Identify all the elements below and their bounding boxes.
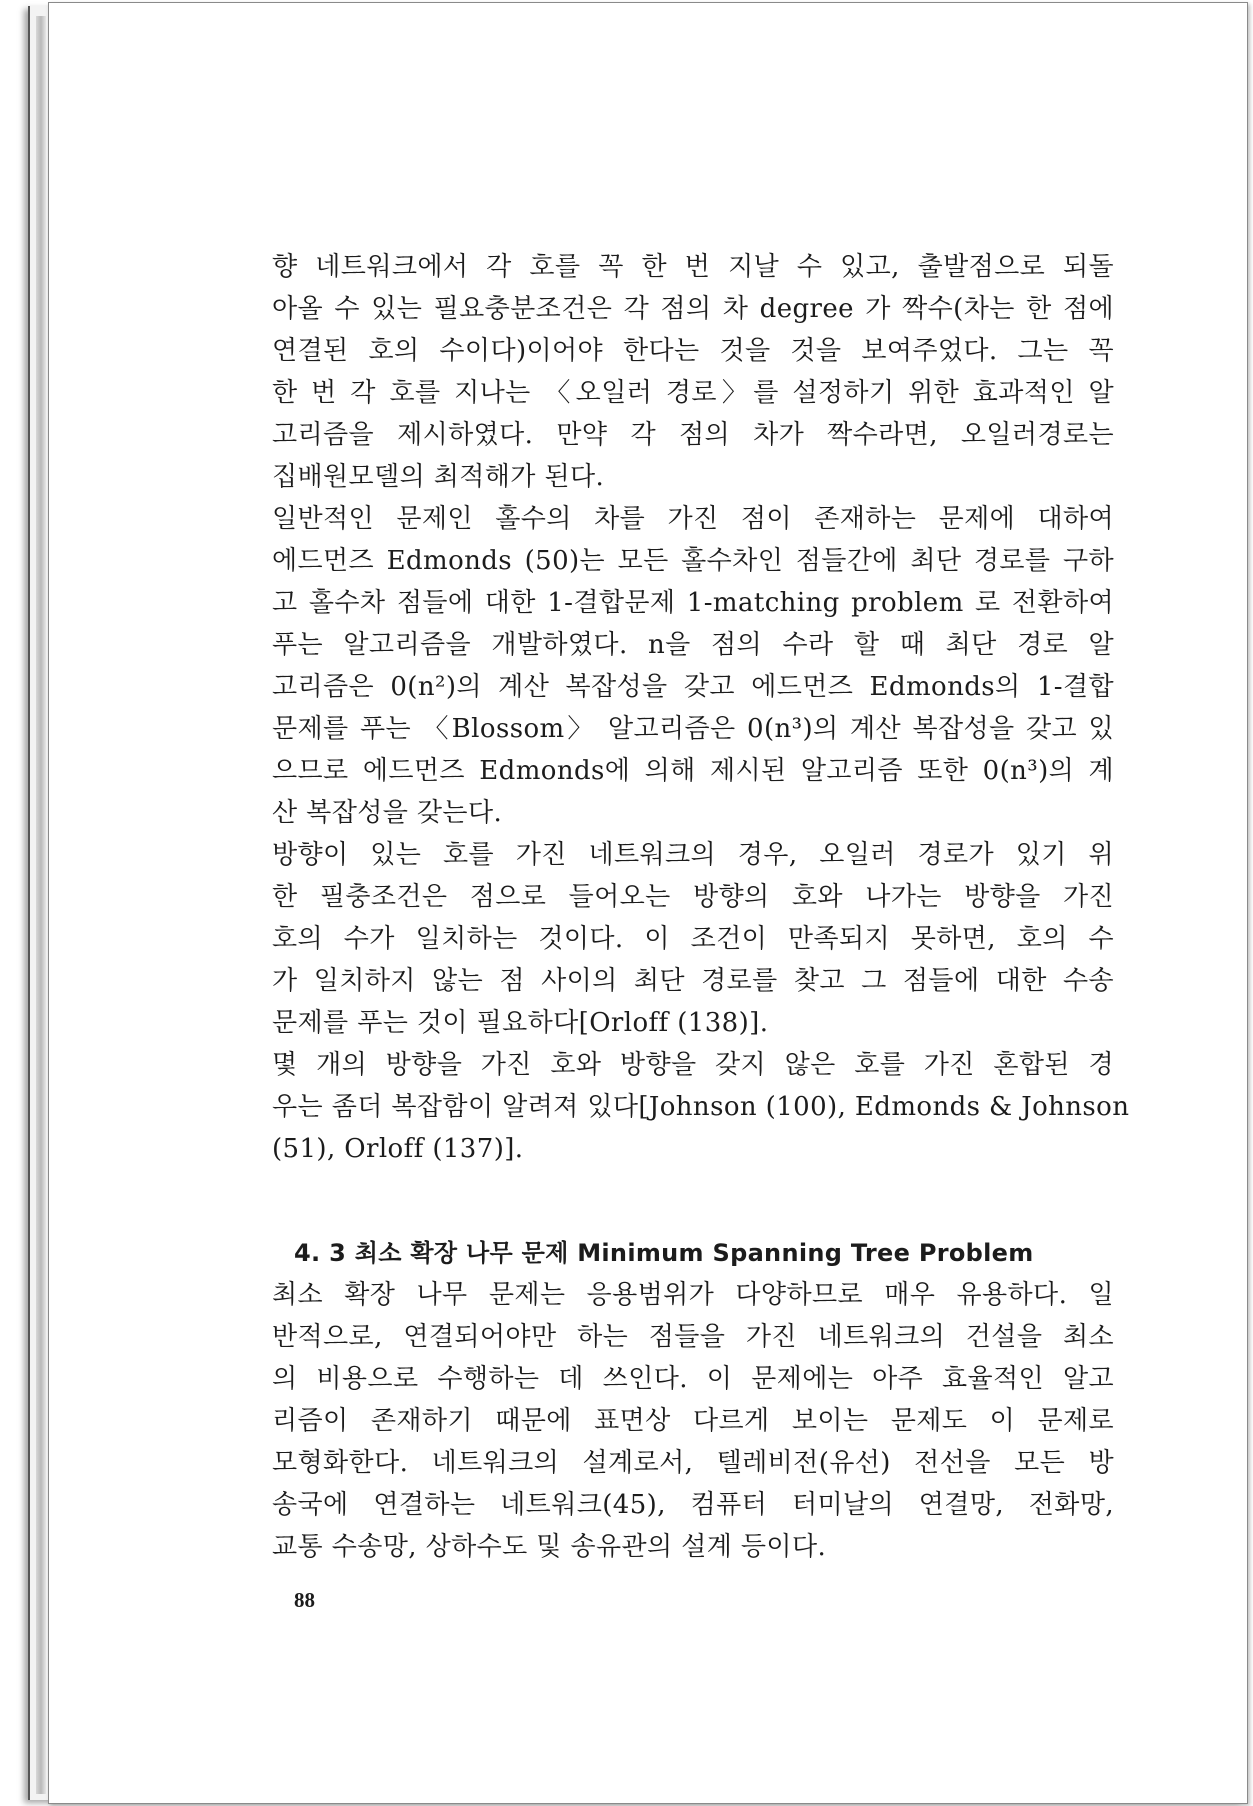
text-line: 최소 확장 나무 문제는 응용범위가 다양하므로 매우 유용하다. 일: [272, 1280, 1114, 1310]
paragraph-3: [272, 834, 1114, 1044]
text-line: (51), Orloff (137)].: [272, 1134, 524, 1164]
text-line: 호의 수가 일치하는 것이다. 이 조건이 만족되지 못하면, 호의 수: [272, 924, 1114, 954]
text-line: 반적으로, 연결되어야만 하는 점들을 가진 네트워크의 건설을 최소: [272, 1322, 1114, 1352]
section-heading: 4. 3 최소 확장 나무 문제 Minimum Spanning Tree Problem: [294, 1239, 1034, 1267]
text-line: 에드먼즈 Edmonds (50)는 모든 홀수차인 점들간에 최단 경로를 구하: [272, 546, 1114, 576]
paragraph-5: [272, 1274, 1114, 1568]
text-line: 방향이 있는 호를 가진 네트워크의 경우, 오일러 경로가 있기 위: [272, 840, 1114, 870]
text-line: 아올 수 있는 필요충분조건은 각 점의 차 degree 가 짝수(차는 한 점에: [272, 294, 1114, 324]
text-line: 고리즘을 제시하였다. 만약 각 점의 차가 짝수라면, 오일러경로는: [272, 420, 1114, 450]
paragraph-4: [272, 1044, 1130, 1170]
text-line: 산 복잡성을 갖는다.: [272, 798, 503, 828]
text-line: 향 네트워크에서 각 호를 꼭 한 번 지날 수 있고, 출발점으로 되돌: [272, 252, 1114, 282]
text-line: 고 홀수차 점들에 대한 1-결합문제 1-matching problem 로 전환하여: [272, 588, 1114, 618]
page-number: 88: [294, 1588, 315, 1612]
text-line: 푸는 알고리즘을 개발하였다. n을 점의 수라 할 때 최단 경로 알: [272, 630, 1114, 660]
text-line: 교통 수송망, 상하수도 및 송유관의 설계 등이다.: [272, 1532, 827, 1562]
text-line: 한 번 각 호를 지나는 〈오일러 경로〉를 설정하기 위한 효과적인 알: [272, 378, 1114, 408]
text-line: 집배원모델의 최적해가 된다.: [272, 462, 605, 492]
text-line: 한 필충조건은 점으로 들어오는 방향의 호와 나가는 방향을 가진: [272, 882, 1114, 912]
text-line: 문제를 푸는 것이 필요하다[Orloff (138)].: [272, 1008, 769, 1038]
text-line: 으므로 에드먼즈 Edmonds에 의해 제시된 알고리즘 또한 0(n³)의 계: [272, 756, 1114, 786]
text-line: 고리즘은 0(n²)의 계산 복잡성을 갖고 에드먼즈 Edmonds의 1-결합: [272, 672, 1114, 702]
text-line: 송국에 연결하는 네트워크(45), 컴퓨터 터미날의 연결망, 전화망,: [272, 1490, 1114, 1520]
text-line: 리즘이 존재하기 때문에 표면상 다르게 보이는 문제도 이 문제로: [272, 1406, 1114, 1436]
text-line: 문제를 푸는 〈Blossom〉 알고리즘은 0(n³)의 계산 복잡성을 갖고 있: [272, 714, 1114, 744]
paragraph-2: [272, 498, 1114, 834]
text-line: 우는 좀더 복잡함이 알려져 있다[Johnson (100), Edmonds & Johnson: [272, 1092, 1130, 1122]
section-spacer: [272, 1170, 1114, 1232]
text-line: 몇 개의 방향을 가진 호와 방향을 갖지 않은 호를 가진 혼합된 경: [272, 1050, 1114, 1080]
body-text: [272, 246, 1130, 1568]
text-line: 연결된 호의 수이다)이어야 한다는 것을 것을 보여주었다. 그는 꼭: [272, 336, 1114, 366]
text-line: 의 비용으로 수행하는 데 쓰인다. 이 문제에는 아주 효율적인 알고: [272, 1364, 1114, 1394]
text-line: 모형화한다. 네트워크의 설계로서, 텔레비전(유선) 전선을 모든 방: [272, 1448, 1114, 1478]
paragraph-1: [272, 246, 1114, 498]
text-line: 일반적인 문제인 홀수의 차를 가진 점이 존재하는 문제에 대하여: [272, 504, 1114, 534]
text-line: 가 일치하지 않는 점 사이의 최단 경로를 찾고 그 점들에 대한 수송: [272, 966, 1114, 996]
